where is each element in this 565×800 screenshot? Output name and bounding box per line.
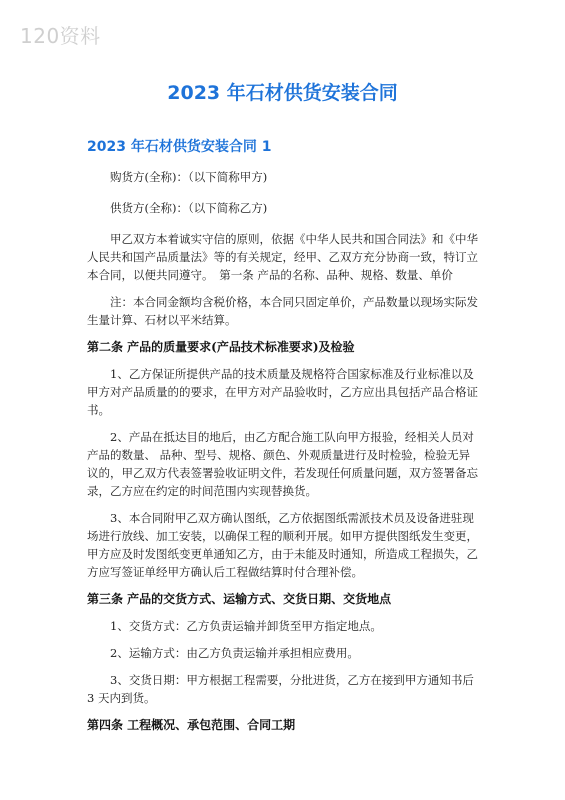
note-paragraph: 注：本合同金额均含税价格，本合同只固定单价，产品数量以现场实际发生量计算、石材以平米结算。 <box>87 295 478 327</box>
article-3-heading: 第三条 产品的交货方式、运输方式、交货日期、交货地点 <box>87 592 392 606</box>
article-3-clause-1: 1、交货方式：乙方负责运输并卸货至甲方指定地点。 <box>110 619 382 633</box>
buyer-line: 购货方(全称)：（以下简称甲方) <box>110 170 268 184</box>
article-3-clause-3: 3、交货日期：甲方根据工程需要，分批进货，乙方在接到甲方通知书后 3 天内到货。 <box>87 673 474 705</box>
article-2-clause-2: 2、产品在抵达目的地后，由乙方配合施工队向甲方报验，经相关人员对产品的数量、 品种、型号、规格、颜色、外观质量进行及时检验，检验无异议的，甲乙双方代表签署验收证明文件，若发现任何质量问题，双方签署备忘录，乙方应在约定的时间范围内实现替换货。 <box>87 430 478 498</box>
watermark-text: 120资料 <box>20 24 101 48</box>
article-3-clause-2: 2、运输方式：由乙方负责运输并承担相应费用。 <box>110 646 359 660</box>
section-title: 2023 年石材供货安装合同 1 <box>87 139 272 155</box>
article-2-clause-3: 3、本合同附甲乙双方确认图纸，乙方依据图纸需派技术员及设备进驻现场进行放线、加工安装，以确保工程的顺利开展。如甲方提供图纸发生变更，甲方应及时发图纸变更单通知乙方，由于未能及时通知，所造成工程损失，乙方应写签证单经甲方确认后工程做结算时付合理补偿。 <box>87 511 478 579</box>
preamble-paragraph: 甲乙双方本着诚实守信的原则，依据《中华人民共和国合同法》和《中华人民共和国产品质量法》等的有关规定，经甲、乙双方充分协商一致，特订立本合同，以便共同遵守。 第一条 产品的名称、品种、规格、数量、单价 <box>87 232 478 282</box>
document-title: 2023 年石材供货安装合同 <box>167 82 398 104</box>
article-2-heading: 第二条 产品的质量要求(产品技术标准要求)及检验 <box>87 340 355 354</box>
supplier-line: 供货方(全称)：（以下简称乙方) <box>110 201 268 215</box>
contract-body <box>87 168 480 743</box>
article-4-heading: 第四条 工程概况、承包范围、合同工期 <box>87 718 296 732</box>
article-2-clause-1: 1、乙方保证所提供产品的技术质量及规格符合国家标准及行业标准以及甲方对产品质量的的要求，在甲方对产品验收时，乙方应出具包括产品合格证书。 <box>87 367 478 417</box>
